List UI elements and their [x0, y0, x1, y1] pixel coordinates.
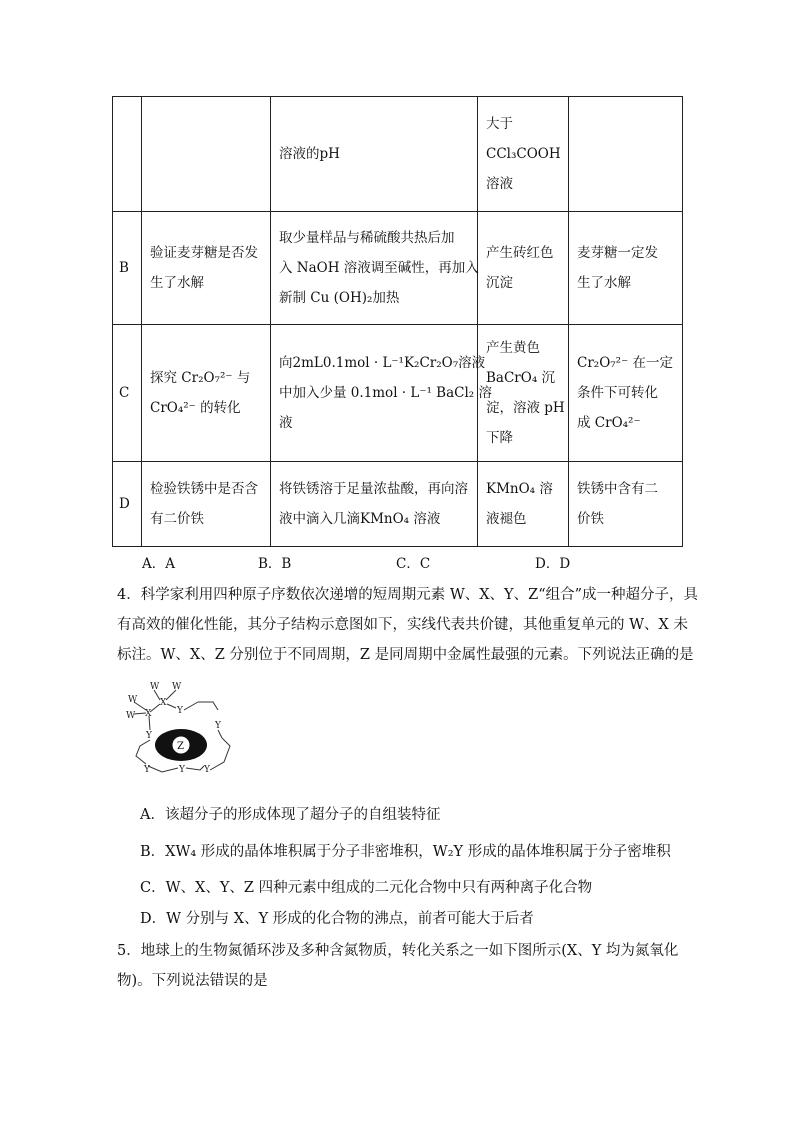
supermolecule-structure-diagram	[118, 680, 242, 782]
row-label: D	[113, 462, 142, 547]
q3-option-b[interactable]: B．B	[258, 556, 292, 572]
row-label: B	[113, 212, 142, 325]
purpose-cell: 探究 Cr₂O₇²⁻ 与 CrO₄²⁻ 的转化	[142, 325, 271, 462]
phenomenon-cell: KMnO₄ 溶 液褪色	[478, 462, 569, 547]
purpose-cell: 检验铁锈中是否含 有二价铁	[142, 462, 271, 547]
atom-label-y: Y	[177, 706, 183, 716]
conclusion-cell	[569, 97, 683, 212]
q4-option-b[interactable]: B．XW₄ 形成的晶体堆积属于分子非密堆积，W₂Y 形成的晶体堆积属于分子密堆积	[140, 844, 671, 860]
phenomenon-cell: 大于 CCl₃COOH 溶液	[478, 97, 569, 212]
q4-option-a[interactable]: A．该超分子的形成体现了超分子的自组装特征	[140, 807, 441, 823]
table-row	[113, 462, 683, 547]
atom-label-y: Y	[144, 765, 150, 775]
purpose-cell: 验证麦芽糖是否发 生了水解	[142, 212, 271, 325]
conclusion-cell: Cr₂O₇²⁻ 在一定 条件下可转化 成 CrO₄²⁻	[569, 325, 683, 462]
experiment-table	[112, 96, 683, 547]
phenomenon-cell: 产生黄色 BaCrO₄ 沉 淀，溶液 pH 下降	[478, 325, 569, 462]
row-label: C	[113, 325, 142, 462]
table-row	[113, 325, 683, 462]
q3-option-a[interactable]: A．A	[142, 556, 175, 572]
phenomenon-cell: 产生砖红色 沉淀	[478, 212, 569, 325]
q4-option-d[interactable]: D．W 分别与 X、Y 形成的化合物的沸点，前者可能大于后者	[140, 911, 534, 927]
question-5-stem: 5．地球上的生物氮循环涉及多种含氮物质，转化关系之一如下图所示(X、Y 均为氮氧化 物)。下列说法错误的是	[117, 943, 679, 989]
atom-label-y: Y	[215, 721, 221, 731]
conclusion-cell: 铁锈中含有二 价铁	[569, 462, 683, 547]
procedure-cell: 取少量样品与稀硫酸共热后加 入 NaOH 溶液调至碱性，再加入 新制 Cu (OH)₂加热	[271, 212, 478, 325]
question-4-stem: 4．科学家利用四种原子序数依次递增的短周期元素 W、X、Y、Z“组合”成一种超分子，具 有高效的催化性能，其分子结构示意图如下，实线代表共价键，其他重复单元的 W、X 未 标注。W、X、Z 分别位于不同周期，Z 是同周期中金属性最强的元素。下列说法正确的是	[117, 587, 699, 663]
atom-label-w: W	[128, 695, 138, 705]
atom-label-z: Z	[177, 741, 184, 752]
q3-option-c[interactable]: C．C	[396, 556, 431, 572]
row-label	[113, 97, 142, 212]
table-row	[113, 97, 683, 212]
atom-label-x: X	[145, 709, 152, 719]
procedure-cell: 溶液的pH	[271, 97, 478, 212]
q4-option-c[interactable]: C．W、X、Y、Z 四种元素中组成的二元化合物中只有两种离子化合物	[140, 880, 593, 896]
atom-label-w: W	[172, 682, 182, 692]
q3-option-d[interactable]: D．D	[535, 556, 571, 572]
atom-label-y: Y	[179, 765, 185, 775]
conclusion-cell: 麦芽糖一定发 生了水解	[569, 212, 683, 325]
atom-label-y: Y	[204, 765, 210, 775]
atom-label-x: X	[160, 698, 167, 708]
procedure-cell: 向2mL0.1mol · L⁻¹K₂Cr₂O₇溶液 中加入少量 0.1mol · L⁻¹ BaCl₂ 溶 液	[271, 325, 478, 462]
atom-label-y: Y	[146, 731, 152, 741]
table-row	[113, 212, 683, 325]
atom-label-w: W	[126, 711, 136, 721]
purpose-cell	[142, 97, 271, 212]
procedure-cell: 将铁锈溶于足量浓盐酸，再向溶 液中滴入几滴KMnO₄ 溶液	[271, 462, 478, 547]
atom-label-w: W	[150, 682, 160, 692]
